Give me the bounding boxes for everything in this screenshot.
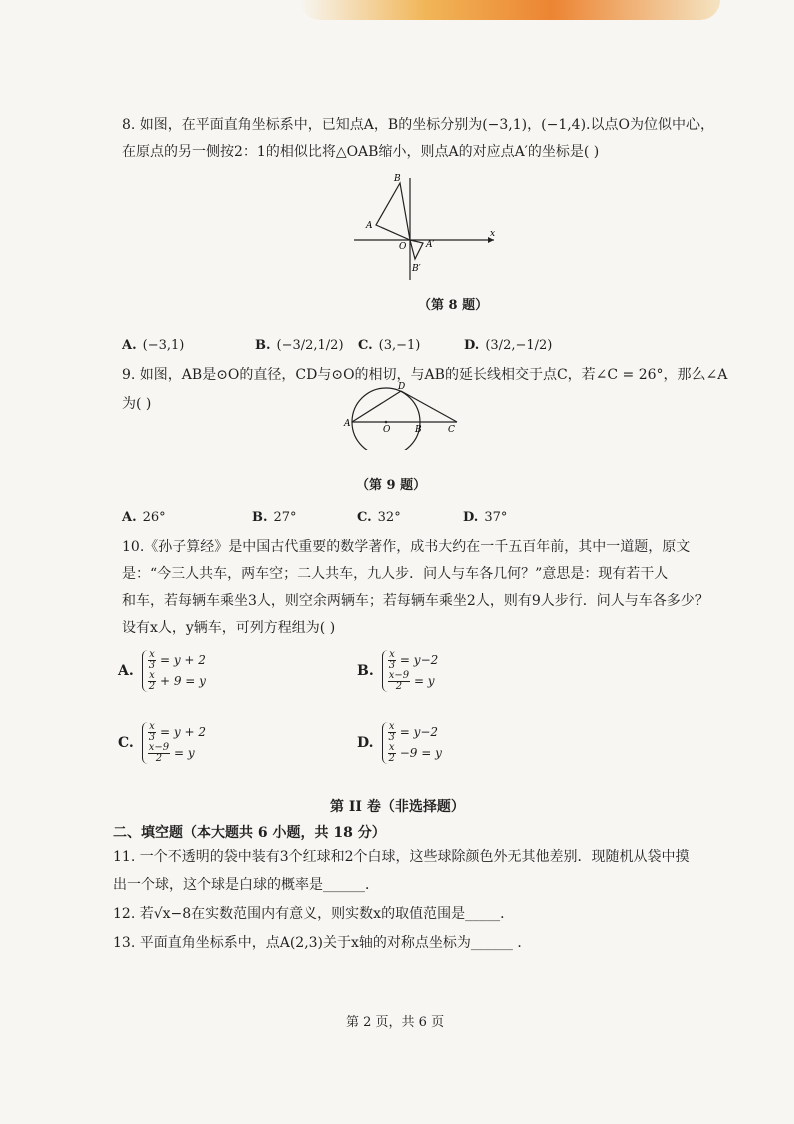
q10-option-b-system	[382, 650, 439, 692]
q8-option-c-label: C.	[358, 338, 373, 353]
q8-option-b-value: (−3/2,1/2)	[276, 338, 344, 353]
q8-option-a-label: A.	[122, 338, 137, 353]
q9-option-a	[122, 510, 166, 525]
q10-option-a-eq1	[148, 650, 206, 671]
q10-line3: 和车，若每辆车乘坐3人，则空余两辆车；若每辆车乘坐2人，则有9人步行．问人与车各多少？	[122, 593, 709, 609]
q8-label-b-prime: B′	[412, 264, 421, 274]
q9-option-c	[357, 510, 401, 525]
q10-option-c	[118, 722, 206, 764]
frac-num: x	[389, 649, 395, 660]
q9-option-c-label: C.	[357, 510, 372, 525]
q9-option-c-value: 32°	[377, 510, 401, 525]
q11-line2: 出一个球，这个球是白球的概率是______．	[113, 877, 379, 893]
q10-option-d-system	[382, 722, 442, 764]
frac-den: 2	[395, 681, 403, 692]
frac-num: x	[388, 721, 395, 732]
q9-label-d: D	[398, 382, 406, 392]
frac-num: x	[149, 721, 155, 732]
q10-option-a-eq2	[148, 671, 206, 692]
q9-option-a-value: 26°	[142, 510, 166, 525]
q12-line1: 12. 若√x−8在实数范围内有意义，则实数x的取值范围是_____．	[113, 906, 515, 922]
frac-num: x−9	[148, 742, 170, 753]
q9-line2: 为( )	[122, 396, 152, 412]
q10-option-d-eq2-rhs: −9 = y	[399, 746, 442, 760]
q9-label-o: O	[383, 425, 391, 435]
q10-option-a-eq2-rhs: + 9 = y	[159, 674, 206, 688]
frac-den: 3	[148, 660, 156, 671]
q8-label-x-axis: x	[490, 229, 496, 239]
part2-title: 第 II 卷（非选择题）	[330, 799, 465, 815]
q10-option-a-label: A.	[118, 662, 134, 679]
q10-option-d-eq1	[388, 722, 442, 743]
q8-label-b: B	[394, 174, 401, 184]
page-footer: 第 2 页，共 6 页	[346, 1015, 445, 1030]
q9-label-b: B	[415, 425, 422, 435]
q8-option-a	[122, 338, 184, 353]
q8-line1: 8. 如图，在平面直角坐标系中，已知点A，B的坐标分别为(−3,1)，(−1,4).以点O为位似中心，	[122, 117, 714, 133]
q9-label-a: A	[344, 419, 351, 429]
q8-option-d-label: D.	[464, 338, 480, 353]
q8-option-b	[255, 338, 344, 353]
q9-caption: （第 9 题）	[356, 478, 427, 493]
frac-num: x	[149, 670, 155, 681]
q10-option-b-label: B.	[357, 662, 374, 679]
q10-option-b-eq1-rhs: = y−2	[399, 653, 439, 667]
q8-line2: 在原点的另一侧按2：1的相似比将△OAB缩小，则点A的对应点A′的坐标是( )	[122, 144, 600, 160]
frac-num: x	[149, 649, 155, 660]
q8-label-a: A	[366, 221, 373, 231]
q8-option-c	[358, 338, 420, 353]
frac-den: 2	[388, 753, 395, 764]
q8-figure	[350, 168, 500, 283]
q10-option-d-label: D.	[357, 734, 374, 751]
q8-option-d	[464, 338, 552, 353]
q8-option-c-value: (3,−1)	[378, 338, 421, 353]
q10-option-c-label: C.	[118, 734, 134, 751]
frac-den: 3	[148, 732, 156, 743]
q10-option-a-system	[142, 650, 206, 692]
q9-option-d-label: D.	[463, 510, 479, 525]
section2-title: 二、填空题（本大题共 6 小题，共 18 分）	[113, 825, 386, 841]
q11-line1: 11. 一个不透明的袋中装有3个红球和2个白球，这些球除颜色外无其他差别．现随机从袋中摸	[113, 849, 690, 865]
q10-option-a-eq1-rhs: = y + 2	[159, 653, 206, 667]
q10-option-b	[357, 650, 438, 692]
q10-option-a	[118, 650, 206, 692]
frac-den: 2	[155, 753, 163, 764]
frac-den: 3	[388, 732, 395, 743]
q10-option-c-eq1	[148, 722, 206, 743]
q9-option-d	[463, 510, 507, 525]
q10-option-c-system	[142, 722, 206, 764]
q9-line1: 9. 如图，AB是⊙O的直径，CD与⊙O的相切，与AB的延长线相交于点C，若∠C = 26°，那么∠A	[122, 367, 728, 383]
frac-num: x	[388, 742, 395, 753]
q8-caption: （第 8 题）	[418, 298, 489, 313]
q9-option-d-value: 37°	[484, 510, 508, 525]
frac-den: 2	[148, 681, 156, 692]
q9-option-a-label: A.	[122, 510, 137, 525]
q10-line2: 是：“今三人共车，两车空；二人共车，九人步．问人与车各几何？”意思是：现有若干人	[122, 566, 669, 582]
q10-option-c-eq2-rhs: = y	[174, 746, 195, 760]
q10-option-c-eq2	[148, 743, 206, 764]
q9-label-c: C	[448, 425, 455, 435]
q8-label-o: O	[399, 242, 407, 252]
q13-line1: 13. 平面直角坐标系中，点A(2,3)关于x轴的对称点坐标为______ ．	[113, 935, 532, 951]
frac-den: 3	[388, 660, 396, 671]
frac-num: x−9	[388, 670, 410, 681]
q9-option-b	[252, 510, 297, 525]
q10-option-d-eq1-rhs: = y−2	[399, 725, 439, 739]
q10-option-d-eq2	[388, 743, 442, 764]
q10-line4: 设有x人，y辆车，可列方程组为( )	[122, 620, 336, 636]
q10-option-d	[357, 722, 442, 764]
q10-option-b-eq1	[388, 650, 439, 671]
q9-option-b-label: B.	[252, 510, 268, 525]
q10-line1: 10.《孙子算经》是中国古代重要的数学著作，成书大约在一千五百年前，其中一道题，原文	[122, 539, 691, 555]
q8-option-a-value: (−3,1)	[142, 338, 185, 353]
q9-option-b-value: 27°	[273, 510, 297, 525]
q8-option-d-value: (3/2,−1/2)	[485, 338, 553, 353]
q10-option-b-eq2	[388, 671, 439, 692]
q8-label-a-prime: A′	[426, 240, 435, 250]
q10-option-c-eq1-rhs: = y + 2	[159, 725, 206, 739]
q8-option-b-label: B.	[255, 338, 271, 353]
q10-option-b-eq2-rhs: = y	[413, 674, 435, 688]
q9-figure	[343, 380, 463, 450]
